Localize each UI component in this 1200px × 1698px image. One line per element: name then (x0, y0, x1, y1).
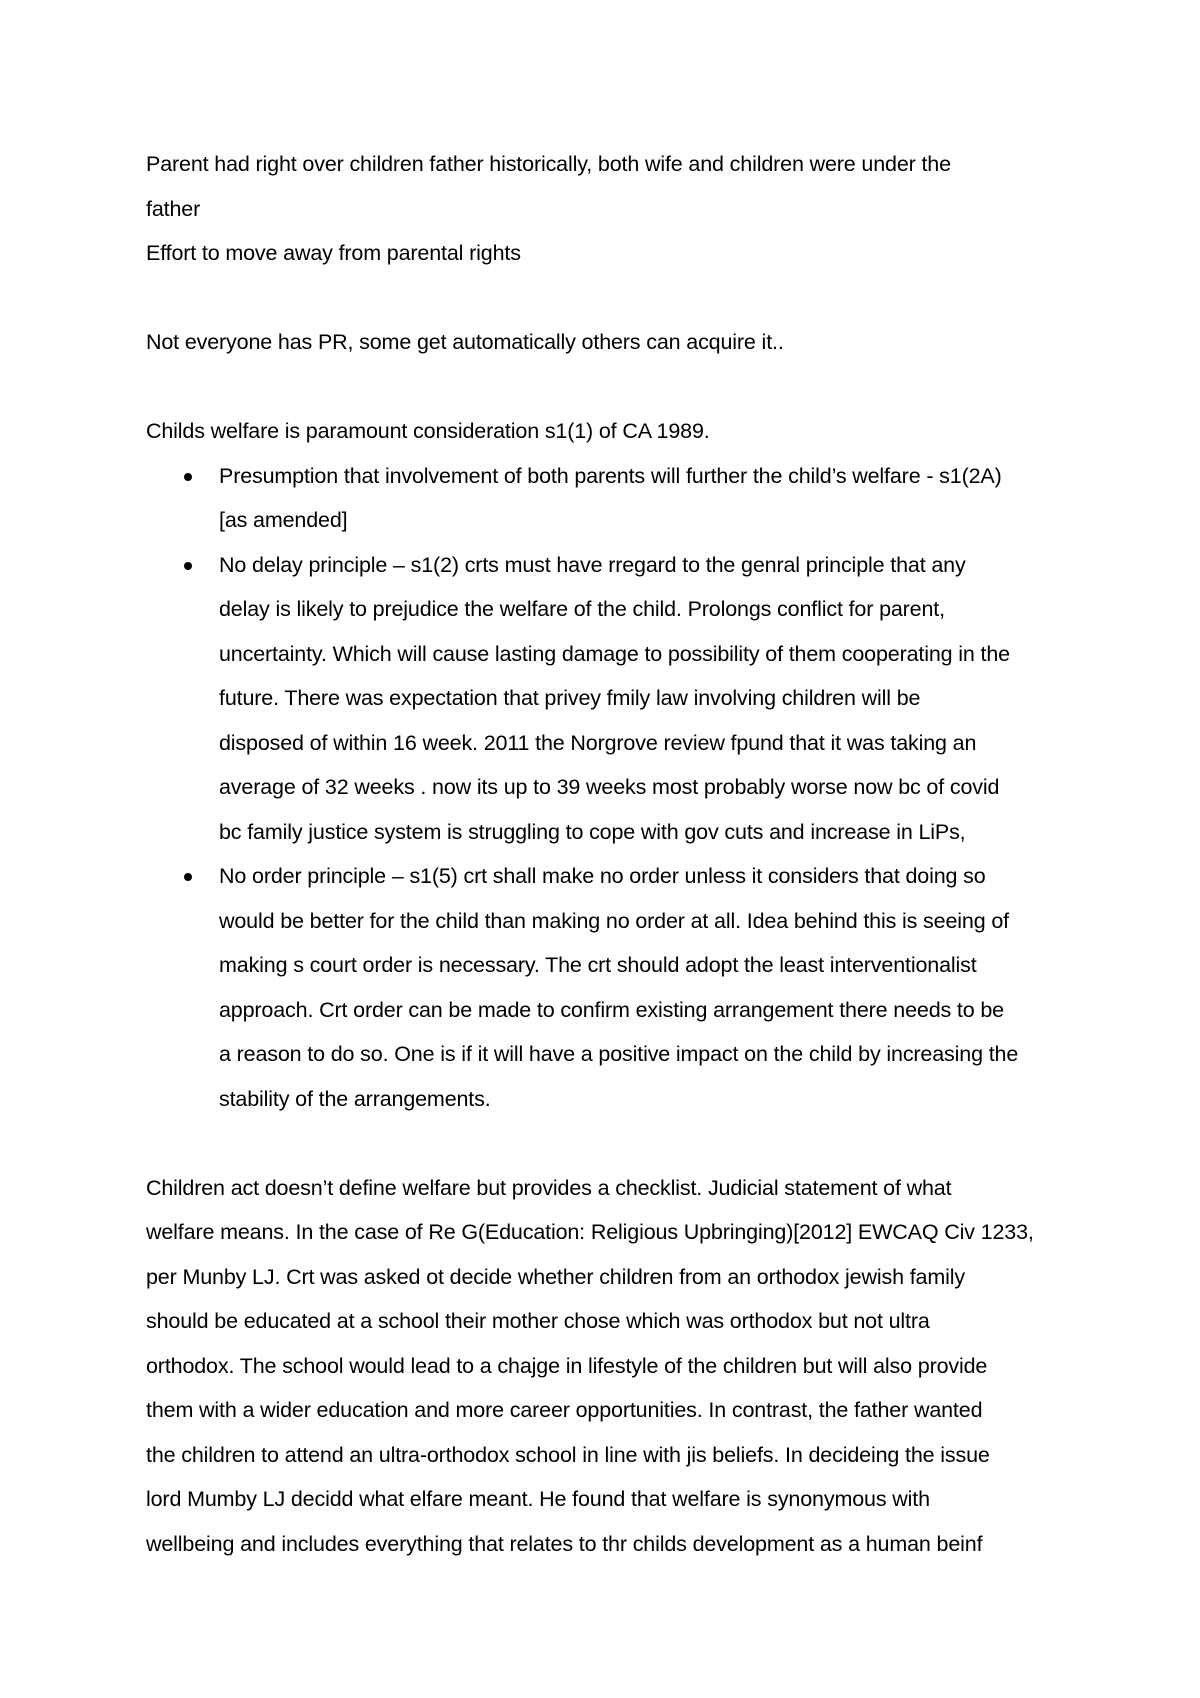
bullet-icon (184, 562, 192, 570)
text-line: father (146, 196, 201, 221)
blank-line (146, 1121, 1086, 1166)
text-line: Children act doesn’t define welfare but provides a checklist. Judicial statement of what (146, 1175, 952, 1200)
text-line: future. There was expectation that privey fmily law involving children will be (219, 686, 921, 710)
text-line: delay is likely to prejudice the welfare of the child. Prolongs conflict for parent, (219, 597, 945, 621)
text-line: them with a wider education and more career opportunities. In contrast, the father wanted (146, 1398, 983, 1422)
text-line: making s court order is necessary. The crt should adopt the least interventionalist (219, 953, 977, 977)
blank-line (146, 365, 1086, 410)
text-line: the children to attend an ultra-orthodox school in line with jis beliefs. In decideing the issue (146, 1442, 990, 1467)
text-line: stability of the arrangements. (219, 1086, 491, 1111)
bullet-icon (184, 873, 192, 881)
bullet-icon (184, 473, 192, 481)
text-line: wellbeing and includes everything that relates to thr childs development as a human beinf (146, 1531, 983, 1556)
bullet-item-no-delay (146, 543, 1086, 855)
paragraph-welfare-checklist (146, 1166, 1086, 1567)
paragraph-welfare-principle (146, 409, 1086, 1121)
paragraph-parental-rights-history (146, 142, 1086, 276)
text-line: Childs welfare is paramount consideration s1(1) of CA 1989. (146, 419, 710, 443)
paragraph-parental-responsibility (146, 320, 1086, 365)
text-line: Presumption that involvement of both parents will further the child’s welfare - s1(2A) (219, 463, 1002, 488)
blank-line (146, 276, 1086, 321)
bullet-item-no-order (146, 854, 1086, 1121)
bullet-item-presumption (146, 454, 1086, 543)
text-line: [as amended] (219, 508, 348, 532)
text-line: welfare means. In the case of Re G(Education: Religious Upbringing)[2012] EWCAQ Civ 1233, (146, 1220, 1034, 1244)
text-line: approach. Crt order can be made to confirm existing arrangement there needs to be (219, 997, 1004, 1022)
text-line: should be educated at a school their mother chose which was orthodox but not ultra (146, 1309, 930, 1333)
text-line: No order principle – s1(5) crt shall make no order unless it considers that doing so (219, 864, 986, 888)
text-line: average of 32 weeks . now its up to 39 weeks most probably worse now bc of covid (219, 775, 1000, 799)
text-line: would be better for the child than making no order at all. Idea behind this is seeing of (219, 908, 1009, 933)
text-line: a reason to do so. One is if it will have a positive impact on the child by increasing the (219, 1042, 1019, 1066)
document-page (146, 142, 1086, 1566)
bullet-list (146, 454, 1086, 1122)
text-line: disposed of within 16 week. 2011 the Norgrove review fpund that it was taking an (219, 730, 977, 755)
text-line: orthodox. The school would lead to a chajge in lifestyle of the children but will also provide (146, 1353, 988, 1378)
text-line: per Munby LJ. Crt was asked ot decide whether children from an orthodox jewish family (146, 1264, 965, 1289)
text-line: bc family justice system is struggling to cope with gov cuts and increase in LiPs, (219, 819, 966, 844)
text-line: Effort to move away from parental rights (146, 241, 521, 265)
text-line: No delay principle – s1(2) crts must have rregard to the genral principle that any (219, 552, 966, 577)
text-line: lord Mumby LJ decidd what elfare meant. He found that welfare is synonymous with (146, 1487, 930, 1511)
text-line: Parent had right over children father historically, both wife and children were under the (146, 152, 951, 176)
text-line: uncertainty. Which will cause lasting damage to possibility of them cooperating in the (219, 641, 1010, 666)
text-line: Not everyone has PR, some get automatically others can acquire it.. (146, 330, 784, 354)
